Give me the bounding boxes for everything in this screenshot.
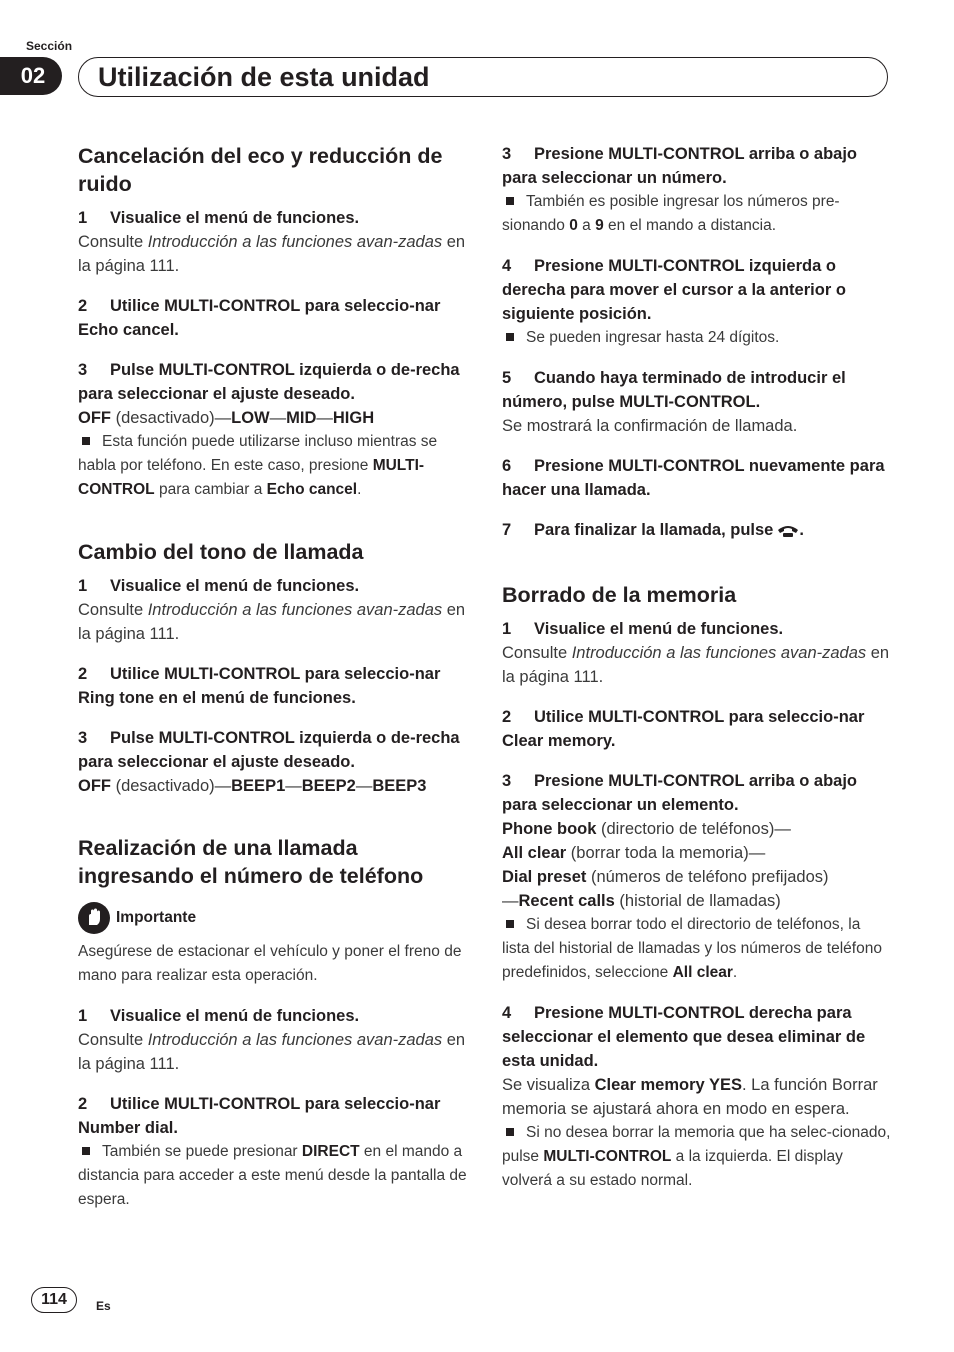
important-text: Asegúrese de estacionar el vehículo y poner el freno de mano para realizar esta operación. [78,943,462,984]
heading-clear-memory: Borrado de la memoria [502,583,737,607]
important-callout [78,900,468,936]
section-number-badge: 02 [0,57,62,95]
step-1: 1 Visualice el menú de funciones. [78,577,360,595]
step-7: 7 Para finalizar la llamada, pulse . [502,518,892,545]
step-1: 1 Visualice el menú de funciones. [502,620,784,638]
left-column [78,140,468,1212]
note: Si desea borrar todo el directorio de teléfonos, la lista del historial de llamadas y los números de teléfono predefinidos, seleccione All clear. [502,916,882,981]
option-list: Phone book (directorio de teléfonos)— All clear (borrar toda la memoria)— Dial preset (números de teléfono prefijados) —Recent calls (historial de llamadas) [502,820,829,910]
important-hand-icon [78,902,110,934]
bullet-icon [506,1128,514,1136]
bullet-icon [82,1147,90,1155]
step-3: 3 Presione MULTI-CONTROL arriba o abajo para seleccionar un elemento. [502,772,858,814]
page-title: Utilización de esta unidad [98,62,430,92]
note: También se puede presionar DIRECT en el mando a distancia para acceder a este menú desde la pantalla de espera. [78,1143,467,1208]
step-1: 1 Visualice el menú de funciones. [78,1007,360,1025]
note: Si no desea borrar la memoria que ha selec-cionado, pulse MULTI-CONTROL a la izquierda. El display volverá a su estado normal. [502,1124,891,1189]
heading-ring-tone: Cambio del tono de llamada [78,540,364,564]
page-number: 114 [31,1287,77,1313]
step-body: Se mostrará la confirmación de llamada. [502,417,798,435]
step-2: 2 Utilice MULTI-CONTROL para seleccio-nar Ring tone en el menú de funciones. [78,665,441,707]
heading-number-dial: Realización de una llamada ingresando el número de teléfono [78,836,424,888]
right-column [502,142,892,1193]
note: Se pueden ingresar hasta 24 dígitos. [502,326,892,350]
step-3: 3 Pulse MULTI-CONTROL izquierda o de-recha para seleccionar el ajuste deseado. [78,361,460,403]
important-label: Importante [116,909,197,926]
step-3: 3 Presione MULTI-CONTROL arriba o abajo para seleccionar un número. [502,145,858,187]
bullet-icon [82,437,90,445]
step-body: Consulte Introducción a las funciones avan-zadas en la página 111. [78,601,466,643]
language-code: Es [96,1299,111,1313]
cross-reference-link[interactable]: Introducción a las funciones avan-zadas [147,601,443,619]
cross-reference-link[interactable]: Introducción a las funciones avan-zadas [147,233,443,251]
note: Esta función puede utilizarse incluso mientras se habla por teléfono. En este caso, presione MULTI-CONTROL para cambiar a Echo cancel. [78,433,438,498]
step-2: 2 Utilice MULTI-CONTROL para seleccio-nar Echo cancel. [78,297,441,339]
bullet-icon [506,333,514,341]
step-4: 4 Presione MULTI-CONTROL izquierda o derecha para mover el cursor a la anterior o siguiente posición. [502,257,846,323]
note: También es posible ingresar los números pre-sionando 0 a 9 en el mando a distancia. [502,193,840,234]
step-5: 5 Cuando haya terminado de introducir el número, pulse MULTI-CONTROL. [502,369,846,411]
step-2: 2 Utilice MULTI-CONTROL para seleccio-nar Clear memory. [502,708,865,750]
cross-reference-link[interactable]: Introducción a las funciones avan-zadas [571,644,867,662]
step-6: 6 Presione MULTI-CONTROL nuevamente para hacer una llamada. [502,457,885,499]
step-body: Se visualiza Clear memory YES. La función Borrar memoria se ajustará ahora en modo en espera. [502,1076,878,1118]
option-list: OFF (desactivado)—LOW—MID—HIGH [78,409,375,427]
option-list: OFF (desactivado)—BEEP1—BEEP2—BEEP3 [78,777,427,795]
step-4: 4 Presione MULTI-CONTROL derecha para seleccionar el elemento que desea eliminar de esta unidad. [502,1004,866,1070]
step-body: Consulte Introducción a las funciones avan-zadas en la página 111. [78,1031,466,1073]
step-2: 2 Utilice MULTI-CONTROL para seleccio-nar Number dial. [78,1095,441,1137]
bullet-icon [506,920,514,928]
phone-hangup-icon [777,521,799,545]
bullet-icon [506,197,514,205]
step-body: Consulte Introducción a las funciones avan-zadas en la página 111. [78,233,466,275]
cross-reference-link[interactable]: Introducción a las funciones avan-zadas [147,1031,443,1049]
heading-echo-cancel: Cancelación del eco y reducción de ruido [78,144,443,196]
step-3: 3 Pulse MULTI-CONTROL izquierda o de-recha para seleccionar el ajuste deseado. [78,729,460,771]
section-label: Sección [26,39,73,53]
step-body: Consulte Introducción a las funciones avan-zadas en la página 111. [502,644,890,686]
step-1: 1 Visualice el menú de funciones. [78,209,360,227]
